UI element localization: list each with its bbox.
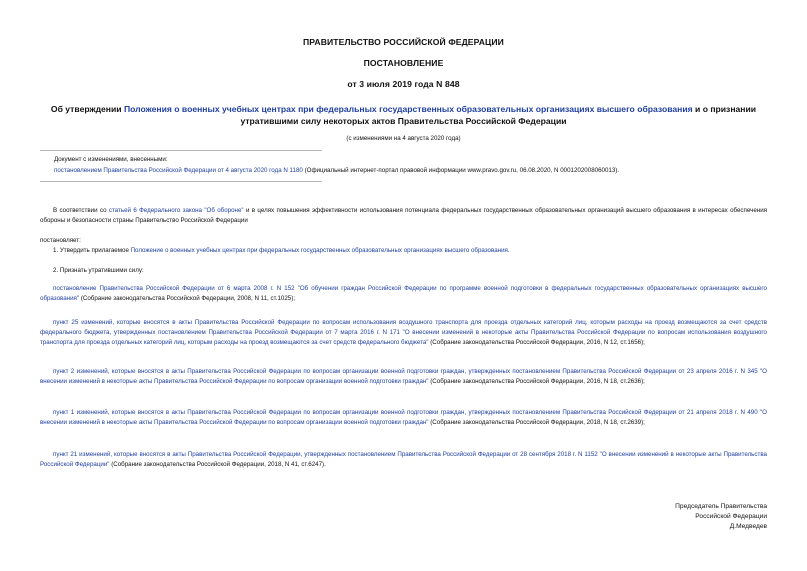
- repealed-act-1-link[interactable]: постановление Правительства Российской Федерации от 6 марта 2008 г. N 152 "Об обучении граждан Российской Федерации по программе военной подготовки в федеральных государственных образовательных организациях высшего образования": [40, 285, 767, 302]
- repealed-act-1-source: (Собрание законодательства Российской Федерации, 2008, N 11, ст.1025);: [79, 295, 295, 302]
- item-1-text: 1. Утвердить прилагаемое: [53, 247, 131, 254]
- preamble-text-end: и в целях повышения эффективности использования потенциала федеральных государственных образовательных организаций высшего образования в интересах обеспечения обороны и безопасности страны Правительство Российской Федерации: [40, 207, 768, 224]
- repealed-act-3-source: (Собрание законодательства Российской Федерации, 2016, N 18, ст.2636);: [428, 378, 645, 385]
- subject-prefix: Об утверждении: [50, 104, 124, 114]
- signature-position: Председатель Правительства: [675, 503, 767, 510]
- changes-bottom-divider: [40, 181, 322, 182]
- repealed-act-4-source: (Собрание законодательства Российской Федерации, 2018, N 18, ст.2639);: [428, 419, 645, 426]
- amendment-link[interactable]: постановлением Правительства Российской Федерации от 4 августа 2020 года N 1180: [54, 167, 303, 174]
- government-heading: ПРАВИТЕЛЬСТВО РОССИЙСКОЙ ФЕДЕРАЦИИ: [303, 37, 504, 47]
- repealed-act-4-link[interactable]: пункт 1 изменений, которые вносятся в акты Правительства Российской Федерации по вопросам организации военной подготовки граждан, утвержденных постановлением Правительства Российской Федерации от 21 апреля 2018 г. N 490 "О внесении изменений в некоторые акты Правительства Российской Федерации по вопросам организации военной подготовки граждан": [40, 409, 767, 426]
- amendment-note: (Официальный интернет-портал правовой информации www.pravo.gov.ru, 06.08.2020, N 0001202008060013).: [302, 167, 620, 174]
- signature-block: [675, 502, 767, 532]
- repealed-act-2: [40, 318, 767, 348]
- preamble-text-start: В соответствии со: [53, 207, 109, 214]
- item-1-paragraph: [40, 246, 767, 256]
- subject-suffix: и о признании утратившими силу некоторых актов Правительства Российской Федерации: [240, 104, 757, 126]
- document-type-heading: ПОСТАНОВЛЕНИЕ: [363, 58, 444, 68]
- repealed-act-4: [40, 408, 767, 428]
- preamble-paragraph: [40, 206, 767, 226]
- date-number-heading: от 3 июля 2019 года N 848: [347, 79, 460, 89]
- resolves-text: постановляет:: [40, 237, 81, 244]
- repealed-act-5-link[interactable]: пункт 21 изменений, которые вносятся в акты Правительства Российской Федерации, утвержденных постановлением Правительства Российской Федерации от 28 сентября 2018 г. N 1152 "О внесении изменений в некоторые акты Правительства Российской Федерации": [40, 451, 767, 468]
- repealed-act-3: [40, 367, 767, 387]
- repealed-act-3-link[interactable]: пункт 2 изменений, которые вносятся в акты Правительства Российской Федерации по вопросам организации военной подготовки граждан, утвержденных постановлением Правительства Российской Федерации от 23 апреля 2016 г. N 345 "О внесении изменений в некоторые акты Правительства Российской Федерации по вопросам организации военной подготовки граждан": [40, 368, 767, 385]
- changes-line: [54, 167, 767, 174]
- item-1-end: .: [507, 247, 510, 254]
- signature-name: Д.Медведев: [729, 523, 767, 530]
- repealed-act-2-link[interactable]: пункт 25 изменений, которые вносятся в акты Правительства Российской Федерации по вопросам использования воздушного транспорта для проезда отдельных категорий лиц, которым расходы на проезд возмещаются за счет средств федерального бюджета, утвержденных постановлением Правительства Российской Федерации от 7 марта 2016 г. N 171 "О внесении изменений в некоторые акты Правительства Российской Федерации по вопросам использования воздушного транспорта для проезда отдельных категорий лиц, которым расходы на проезд возмещаются за счет средств федерального бюджета": [40, 319, 767, 346]
- repealed-act-1: [40, 284, 767, 304]
- edition-note: (с изменениями на 4 августа 2020 года): [346, 135, 461, 142]
- repealed-act-5: [40, 450, 767, 470]
- regulation-link[interactable]: Положения о военных учебных центрах при федеральных государственных образовательных организациях высшего образования: [123, 104, 693, 114]
- item-1-regulation-link[interactable]: Положение о военных учебных центрах при федеральных государственных образовательных организациях высшего образования: [130, 247, 508, 254]
- repealed-act-5-source: (Собрание законодательства Российской Федерации, 2018, N 41, ст.6247).: [109, 461, 326, 468]
- document-subject: [40, 103, 767, 127]
- item-2-paragraph: 2. Признать утратившими силу:: [53, 267, 144, 274]
- repealed-act-2-source: (Собрание законодательства Российской Федерации, 2016, N 12, ст.1656);: [428, 339, 645, 346]
- signature-organization: Российской Федерации: [695, 513, 767, 520]
- defense-law-link[interactable]: статьей 6 Федерального закона "Об обороне": [108, 207, 244, 214]
- changes-label: Документ с изменениями, внесенными:: [54, 156, 168, 163]
- changes-top-divider: [40, 150, 322, 151]
